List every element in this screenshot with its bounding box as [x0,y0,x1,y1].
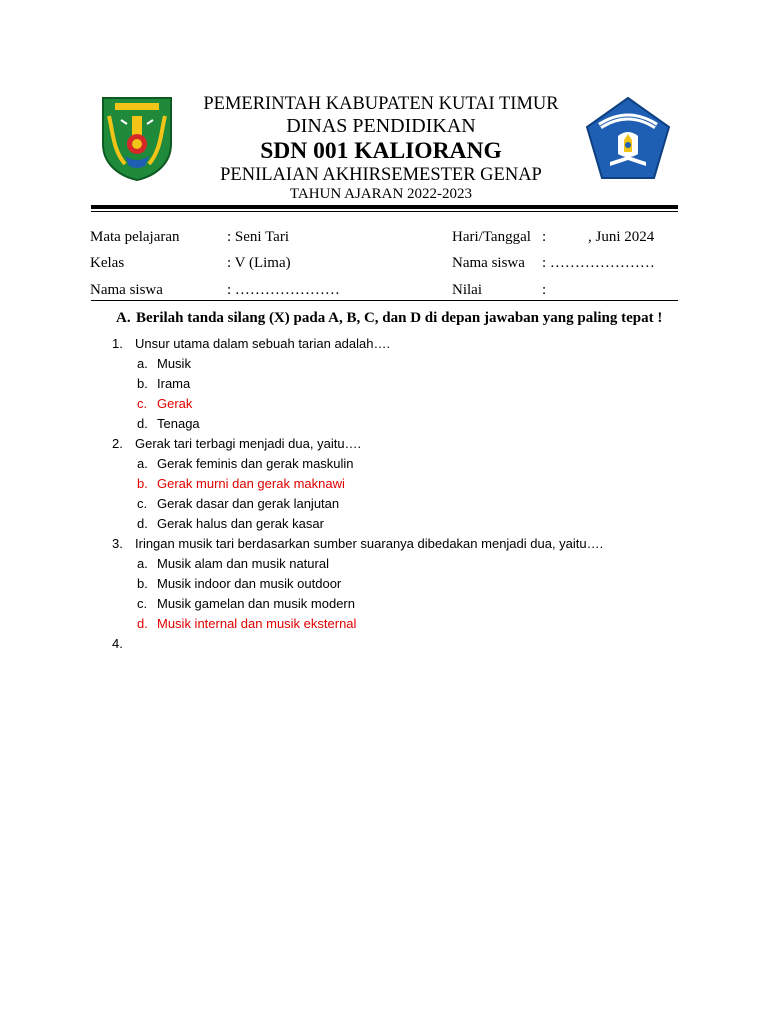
option-letter: a. [137,356,148,371]
option-text: Gerak dasar dan gerak lanjutan [157,496,340,511]
form-divider [91,300,678,301]
subject-value: : Seni Tari [227,229,289,245]
tut-wuri-handayani-logo [584,96,672,182]
department-title: DINAS PENDIDIKAN [286,115,476,137]
option-letter: d. [137,516,148,531]
option-text: Gerak feminis dan gerak maskulin [157,456,354,471]
option-text: Musik alam dan musik natural [157,556,329,571]
section-letter: A. [116,310,131,326]
kabupaten-logo [99,94,175,182]
government-title: PEMERINTAH KABUPATEN KUTAI TIMUR [203,94,559,114]
option-letter: c. [137,396,148,411]
option-letter: b. [137,376,148,391]
student-name-label: Nama siswa [452,255,525,271]
date-colon: : [542,229,547,245]
section-instruction: Berilah tanda silang (X) pada A, B, C, dan D di depan jawaban yang paling tepat ! [136,310,663,326]
option-text: Tenaga [157,416,200,431]
option-letter: b. [137,476,148,491]
question-number: 2. [112,436,123,451]
academic-year: TAHUN AJARAN 2022-2023 [289,186,473,202]
letterhead-divider [91,205,678,209]
option-text: Gerak [157,396,193,411]
option-text: Musik indoor dan musik outdoor [157,576,342,591]
option-letter: a. [137,456,148,471]
option-text: Musik internal dan musik eksternal [157,616,357,631]
option-letter: c. [137,596,148,611]
student-name-value-left: : ………………… [227,282,340,298]
student-name-label-left: Nama siswa [90,282,163,298]
option-text: Irama [157,376,191,391]
question-number: 3. [112,536,123,551]
date-label: Hari/Tanggal [452,229,531,245]
subject-label: Mata pelajaran [90,229,180,245]
option-letter: d. [137,416,148,431]
option-text: Musik gamelan dan musik modern [157,596,355,611]
exam-title: PENILAIAN AKHIRSEMESTER GENAP [220,165,542,185]
option-letter: d. [137,616,148,631]
student-name-value: : ………………… [542,255,655,271]
option-letter: b. [137,576,148,591]
option-letter: a. [137,556,148,571]
letterhead-divider-thin [91,211,678,212]
question-number: 4. [112,636,123,651]
score-label: Nilai [452,282,482,298]
school-name: SDN 001 KALIORANG [260,138,502,164]
class-value: : V (Lima) [227,255,291,271]
option-text: Musik [157,356,191,371]
question-text: Iringan musik tari berdasarkan sumber suaranya dibedakan menjadi dua, yaitu…. [135,536,604,551]
option-letter: c. [137,496,148,511]
date-value: , Juni 2024 [588,229,655,245]
question-number: 1. [112,336,123,351]
question-text: Unsur utama dalam sebuah tarian adalah…. [135,336,391,351]
score-value: : [542,282,547,298]
option-text: Gerak halus dan gerak kasar [157,516,324,531]
class-label: Kelas [90,255,125,271]
question-text: Gerak tari terbagi menjadi dua, yaitu…. [135,436,362,451]
option-text: Gerak murni dan gerak maknawi [157,476,345,491]
